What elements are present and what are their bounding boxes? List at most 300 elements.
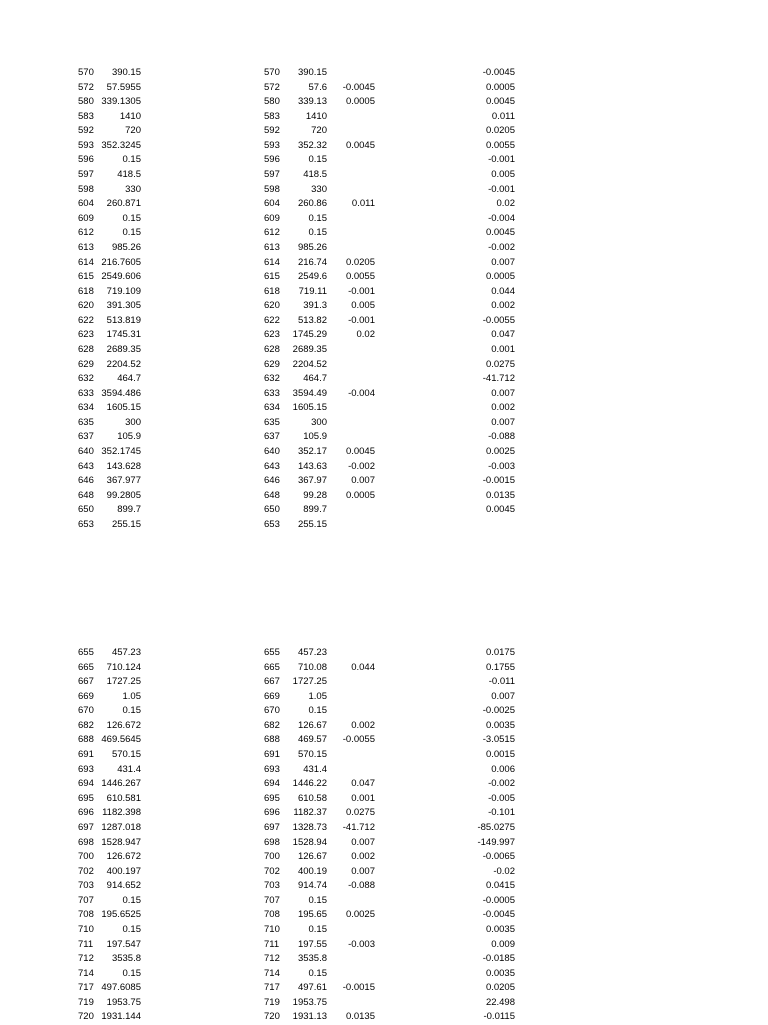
row-value-left: 0.15 — [122, 705, 141, 717]
row-id-middle: 682 — [264, 719, 280, 731]
row-value-middle: 1953.75 — [292, 996, 327, 1008]
row-difference: 0.002 — [351, 719, 375, 731]
row-value-left: 105.9 — [117, 431, 141, 443]
row-value-middle: 1605.15 — [292, 402, 327, 414]
row-value-left: 400.197 — [106, 865, 141, 877]
table-row — [0, 139, 768, 154]
row-value-left: 339.1305 — [101, 96, 141, 108]
table-row — [0, 81, 768, 96]
table-row — [0, 430, 768, 445]
row-difference: 0.001 — [351, 792, 375, 804]
row-difference: 0.007 — [351, 475, 375, 487]
row-id-middle: 670 — [264, 705, 280, 717]
row-value-middle: 720 — [311, 125, 327, 137]
row-id-middle: 618 — [264, 285, 280, 297]
table-row — [0, 518, 768, 533]
row-id-left: 696 — [78, 807, 94, 819]
row-value-right: 0.007 — [491, 416, 515, 428]
row-id-middle: 614 — [264, 256, 280, 268]
row-difference: 0.0045 — [345, 446, 375, 458]
row-value-right: 0.1755 — [485, 661, 515, 673]
row-id-middle: 665 — [264, 661, 280, 673]
row-value-right: 0.0035 — [485, 719, 515, 731]
row-value-middle: 390.15 — [297, 67, 327, 78]
row-id-left: 708 — [78, 909, 94, 921]
table-block-bottom — [0, 646, 768, 1025]
row-difference: -0.0045 — [342, 81, 375, 93]
row-value-middle: 457.23 — [297, 647, 327, 658]
row-difference: 0.0005 — [345, 96, 375, 108]
row-value-right: 0.001 — [491, 343, 515, 355]
table-row — [0, 952, 768, 967]
row-id-middle: 653 — [264, 518, 280, 530]
table-row — [0, 241, 768, 256]
row-value-right: 0.006 — [491, 763, 515, 775]
table-row — [0, 733, 768, 748]
row-id-middle: 711 — [264, 938, 280, 950]
row-value-right: -0.0005 — [482, 894, 515, 906]
row-id-left: 703 — [78, 880, 94, 892]
row-value-right: -0.0185 — [482, 953, 515, 965]
row-value-left: 216.7605 — [101, 256, 141, 268]
row-value-left: 255.15 — [111, 518, 141, 530]
table-row — [0, 124, 768, 139]
table-row — [0, 675, 768, 690]
row-value-middle: 719.11 — [298, 285, 327, 297]
row-id-left: 653 — [78, 518, 94, 530]
row-value-middle: 1.05 — [308, 690, 327, 702]
table-row — [0, 328, 768, 343]
row-value-middle: 3535.8 — [297, 953, 327, 965]
row-id-left: 614 — [78, 256, 94, 268]
row-value-right: 0.0005 — [485, 271, 515, 283]
row-id-middle: 637 — [264, 431, 280, 443]
row-value-left: 0.15 — [122, 227, 141, 239]
row-value-left: 2549.606 — [101, 271, 141, 283]
row-value-middle: 216.74 — [297, 256, 327, 268]
row-value-middle: 1446.22 — [292, 778, 327, 790]
row-value-right: 22.498 — [485, 996, 515, 1008]
table-row — [0, 387, 768, 402]
row-value-middle: 464.7 — [303, 373, 327, 385]
row-difference: 0.0005 — [345, 489, 375, 501]
row-value-middle: 352.17 — [297, 446, 327, 458]
row-value-left: 985.26 — [111, 241, 141, 253]
row-id-left: 618 — [78, 285, 94, 297]
row-value-middle: 391.3 — [303, 300, 327, 312]
row-value-left: 899.7 — [117, 504, 141, 516]
row-id-middle: 710 — [264, 923, 280, 935]
row-value-right: 0.002 — [491, 402, 515, 414]
row-value-right: 0.02 — [496, 198, 515, 210]
row-value-left: 99.2805 — [106, 489, 141, 501]
row-value-middle: 610.58 — [297, 792, 327, 804]
row-id-left: 688 — [78, 734, 94, 746]
row-difference: -0.0015 — [342, 982, 375, 994]
row-value-left: 143.628 — [106, 460, 141, 472]
row-id-left: 633 — [78, 387, 94, 399]
row-id-middle: 648 — [264, 489, 280, 501]
table-row — [0, 212, 768, 227]
row-value-left: 2689.35 — [106, 343, 141, 355]
row-id-left: 710 — [78, 923, 94, 935]
row-id-left: 700 — [78, 851, 94, 863]
row-value-left: 126.672 — [106, 719, 141, 731]
row-value-right: -0.02 — [493, 865, 515, 877]
row-id-left: 646 — [78, 475, 94, 487]
row-value-middle: 3594.49 — [292, 387, 327, 399]
row-value-middle: 431.4 — [303, 763, 327, 775]
row-value-right: 0.007 — [491, 387, 515, 399]
row-id-left: 702 — [78, 865, 94, 877]
table-row — [0, 401, 768, 416]
row-difference: -0.001 — [348, 285, 375, 297]
row-value-middle: 1727.25 — [292, 676, 327, 688]
row-id-left: 637 — [78, 431, 94, 443]
row-value-right: 0.007 — [491, 256, 515, 268]
row-value-left: 330 — [125, 183, 141, 195]
row-value-left: 1528.947 — [101, 836, 141, 848]
table-row — [0, 358, 768, 373]
row-difference: -0.088 — [348, 880, 375, 892]
row-value-middle: 2689.35 — [292, 343, 327, 355]
table-row — [0, 474, 768, 489]
row-value-right: 0.0205 — [485, 125, 515, 137]
row-value-middle: 0.15 — [308, 705, 327, 717]
row-value-middle: 367.97 — [297, 475, 327, 487]
row-id-middle: 700 — [264, 851, 280, 863]
row-id-middle: 667 — [264, 676, 280, 688]
row-id-left: 697 — [78, 821, 94, 833]
row-value-right: -85.0275 — [477, 821, 515, 833]
row-value-right: 0.0135 — [485, 489, 515, 501]
row-difference: 0.0025 — [345, 909, 375, 921]
row-id-middle: 633 — [264, 387, 280, 399]
table-row — [0, 110, 768, 125]
table-row — [0, 299, 768, 314]
row-value-left: 1953.75 — [106, 996, 141, 1008]
table-row — [0, 821, 768, 836]
row-id-left: 622 — [78, 314, 94, 326]
row-value-left: 352.1745 — [101, 446, 141, 458]
row-value-right: 0.044 — [491, 285, 515, 297]
row-value-middle: 0.15 — [308, 212, 327, 224]
row-list-top — [0, 66, 768, 533]
row-id-middle: 612 — [264, 227, 280, 239]
row-value-left: 300 — [125, 416, 141, 428]
row-id-middle: 596 — [264, 154, 280, 166]
row-value-right: 0.011 — [491, 110, 515, 122]
row-value-left: 610.581 — [106, 792, 141, 804]
row-value-left: 0.15 — [122, 967, 141, 979]
table-row — [0, 850, 768, 865]
table-row — [0, 879, 768, 894]
table-row — [0, 95, 768, 110]
row-value-middle: 300 — [311, 416, 327, 428]
row-value-left: 1727.25 — [106, 676, 141, 688]
row-value-right: 0.0045 — [485, 504, 515, 516]
row-id-left: 691 — [78, 749, 94, 761]
row-difference: 0.007 — [351, 865, 375, 877]
table-row — [0, 285, 768, 300]
row-id-middle: 583 — [264, 110, 280, 122]
row-id-middle: 620 — [264, 300, 280, 312]
table-row — [0, 460, 768, 475]
row-id-left: 694 — [78, 778, 94, 790]
row-value-left: 390.15 — [111, 67, 141, 78]
row-value-middle: 99.28 — [303, 489, 327, 501]
row-value-middle: 195.65 — [297, 909, 327, 921]
row-id-left: 604 — [78, 198, 94, 210]
row-difference: 0.011 — [351, 198, 375, 210]
row-id-middle: 622 — [264, 314, 280, 326]
row-id-middle: 714 — [264, 967, 280, 979]
row-value-left: 57.5955 — [106, 81, 141, 93]
row-value-left: 391.305 — [106, 300, 141, 312]
row-value-middle: 418.5 — [303, 169, 327, 181]
row-value-left: 260.871 — [106, 198, 141, 210]
row-id-left: 634 — [78, 402, 94, 414]
table-row — [0, 66, 768, 81]
row-id-left: 643 — [78, 460, 94, 472]
row-id-middle: 707 — [264, 894, 280, 906]
row-value-middle: 899.7 — [303, 504, 327, 516]
row-value-middle: 2204.52 — [292, 358, 327, 370]
row-value-right: 0.009 — [491, 938, 515, 950]
row-id-left: 629 — [78, 358, 94, 370]
row-value-right: 0.0025 — [485, 446, 515, 458]
table-row — [0, 314, 768, 329]
row-value-middle: 2549.6 — [297, 271, 327, 283]
row-id-left: 593 — [78, 139, 94, 151]
row-value-right: 0.007 — [491, 690, 515, 702]
table-row — [0, 256, 768, 271]
table-row — [0, 792, 768, 807]
row-id-middle: 717 — [264, 982, 280, 994]
row-value-middle: 0.15 — [308, 894, 327, 906]
row-value-middle: 105.9 — [303, 431, 327, 443]
row-difference: 0.02 — [356, 329, 375, 341]
row-id-left: 580 — [78, 96, 94, 108]
table-row — [0, 646, 768, 661]
row-value-middle: 260.86 — [297, 198, 327, 210]
row-value-left: 513.819 — [106, 314, 141, 326]
row-value-middle: 143.63 — [297, 460, 327, 472]
table-row — [0, 168, 768, 183]
table-row — [0, 894, 768, 909]
row-value-right: -0.0115 — [483, 1011, 515, 1023]
row-value-right: -0.001 — [488, 183, 515, 195]
row-difference: 0.0135 — [345, 1011, 375, 1023]
row-list-bottom — [0, 646, 768, 1025]
row-id-left: 628 — [78, 343, 94, 355]
row-id-left: 592 — [78, 125, 94, 137]
row-value-right: -0.003 — [488, 460, 515, 472]
row-id-left: 609 — [78, 212, 94, 224]
row-id-left: 698 — [78, 836, 94, 848]
row-id-left: 720 — [78, 1011, 94, 1023]
row-value-middle: 513.82 — [297, 314, 327, 326]
row-value-left: 1.05 — [122, 690, 141, 702]
row-id-middle: 628 — [264, 343, 280, 355]
row-value-middle: 914.74 — [297, 880, 327, 892]
row-difference: -0.003 — [348, 938, 375, 950]
row-id-middle: 643 — [264, 460, 280, 472]
row-value-left: 126.672 — [106, 851, 141, 863]
row-id-left: 572 — [78, 81, 94, 93]
row-id-middle: 696 — [264, 807, 280, 819]
row-id-middle: 597 — [264, 169, 280, 181]
row-id-left: 655 — [78, 647, 94, 658]
table-block-top — [0, 66, 768, 533]
row-value-right: -0.005 — [488, 792, 515, 804]
row-value-left: 497.6085 — [101, 982, 141, 994]
row-id-left: 650 — [78, 504, 94, 516]
row-id-middle: 570 — [264, 67, 280, 78]
row-id-middle: 640 — [264, 446, 280, 458]
row-id-middle: 623 — [264, 329, 280, 341]
row-id-middle: 694 — [264, 778, 280, 790]
row-value-right: 0.0035 — [485, 967, 515, 979]
table-row — [0, 908, 768, 923]
row-id-left: 623 — [78, 329, 94, 341]
row-value-left: 914.652 — [106, 880, 141, 892]
row-value-middle: 255.15 — [297, 518, 327, 530]
row-id-left: 707 — [78, 894, 94, 906]
table-row — [0, 763, 768, 778]
row-value-middle: 0.15 — [308, 154, 327, 166]
table-row — [0, 226, 768, 241]
row-value-right: -0.002 — [488, 778, 515, 790]
row-id-left: 667 — [78, 676, 94, 688]
row-id-middle: 634 — [264, 402, 280, 414]
row-difference: 0.005 — [351, 300, 375, 312]
row-id-left: 632 — [78, 373, 94, 385]
row-value-middle: 1328.73 — [292, 821, 327, 833]
row-value-left: 197.547 — [106, 938, 141, 950]
row-value-right: -0.0015 — [482, 475, 515, 487]
row-id-middle: 720 — [264, 1011, 280, 1023]
row-id-middle: 632 — [264, 373, 280, 385]
table-row — [0, 996, 768, 1011]
table-row — [0, 372, 768, 387]
table-row — [0, 938, 768, 953]
row-value-right: 0.0015 — [485, 749, 515, 761]
row-difference: 0.007 — [351, 836, 375, 848]
row-value-left: 367.977 — [106, 475, 141, 487]
row-value-left: 464.7 — [117, 373, 141, 385]
row-id-left: 596 — [78, 154, 94, 166]
row-value-left: 0.15 — [122, 894, 141, 906]
row-value-left: 1446.267 — [101, 778, 141, 790]
row-value-left: 1745.31 — [106, 329, 141, 341]
row-id-middle: 719 — [264, 996, 280, 1008]
row-id-middle: 688 — [264, 734, 280, 746]
row-value-left: 570.15 — [111, 749, 141, 761]
table-row — [0, 416, 768, 431]
table-row — [0, 489, 768, 504]
row-value-right: -41.712 — [482, 373, 515, 385]
row-difference: 0.0055 — [345, 271, 375, 283]
table-row — [0, 445, 768, 460]
row-value-left: 1287.018 — [101, 821, 141, 833]
row-value-right: -0.0045 — [482, 909, 515, 921]
row-difference: 0.047 — [351, 778, 375, 790]
row-value-left: 710.124 — [106, 661, 141, 673]
table-row — [0, 690, 768, 705]
row-value-right: 0.0005 — [485, 81, 515, 93]
row-difference: 0.002 — [351, 851, 375, 863]
row-value-right: -3.0515 — [482, 734, 515, 746]
row-value-left: 469.5645 — [101, 734, 141, 746]
table-row — [0, 270, 768, 285]
row-value-right: -0.0025 — [482, 705, 515, 717]
row-id-left: 620 — [78, 300, 94, 312]
row-id-middle: 650 — [264, 504, 280, 516]
row-value-right: 0.0045 — [485, 227, 515, 239]
table-row — [0, 719, 768, 734]
row-id-middle: 572 — [264, 81, 280, 93]
row-id-middle: 629 — [264, 358, 280, 370]
row-value-left: 0.15 — [122, 154, 141, 166]
table-row — [0, 503, 768, 518]
row-id-middle: 604 — [264, 198, 280, 210]
row-id-middle: 703 — [264, 880, 280, 892]
row-value-middle: 1745.29 — [292, 329, 327, 341]
row-id-left: 640 — [78, 446, 94, 458]
row-id-left: 714 — [78, 967, 94, 979]
row-value-right: 0.0415 — [485, 880, 515, 892]
row-value-right: 0.0275 — [485, 358, 515, 370]
row-id-middle: 609 — [264, 212, 280, 224]
row-difference: 0.044 — [351, 661, 375, 673]
table-row — [0, 661, 768, 676]
row-value-middle: 0.15 — [308, 967, 327, 979]
row-value-left: 0.15 — [122, 923, 141, 935]
row-id-left: 598 — [78, 183, 94, 195]
table-row — [0, 967, 768, 982]
row-difference: -41.712 — [342, 821, 375, 833]
row-value-middle: 1182.37 — [293, 807, 327, 819]
row-value-left: 195.6525 — [101, 909, 141, 921]
table-row — [0, 923, 768, 938]
row-value-left: 719.109 — [106, 285, 141, 297]
row-id-left: 615 — [78, 271, 94, 283]
row-id-left: 613 — [78, 241, 94, 253]
row-value-right: -0.004 — [488, 212, 515, 224]
row-id-left: 669 — [78, 690, 94, 702]
row-value-right: -0.101 — [488, 807, 515, 819]
row-value-middle: 1410 — [305, 110, 327, 122]
row-id-left: 712 — [78, 953, 94, 965]
table-row — [0, 981, 768, 996]
row-value-right: 0.0035 — [485, 923, 515, 935]
row-value-middle: 497.61 — [297, 982, 327, 994]
row-value-left: 1605.15 — [106, 402, 141, 414]
row-value-middle: 570.15 — [297, 749, 327, 761]
row-id-left: 597 — [78, 169, 94, 181]
row-id-middle: 598 — [264, 183, 280, 195]
row-value-right: -0.011 — [488, 676, 515, 688]
row-value-left: 418.5 — [117, 169, 141, 181]
row-value-middle: 400.19 — [297, 865, 327, 877]
row-value-left: 431.4 — [117, 763, 141, 775]
row-value-right: -0.001 — [488, 154, 515, 166]
row-id-middle: 613 — [264, 241, 280, 253]
row-value-left: 3594.486 — [101, 387, 141, 399]
table-row — [0, 836, 768, 851]
row-id-left: 682 — [78, 719, 94, 731]
